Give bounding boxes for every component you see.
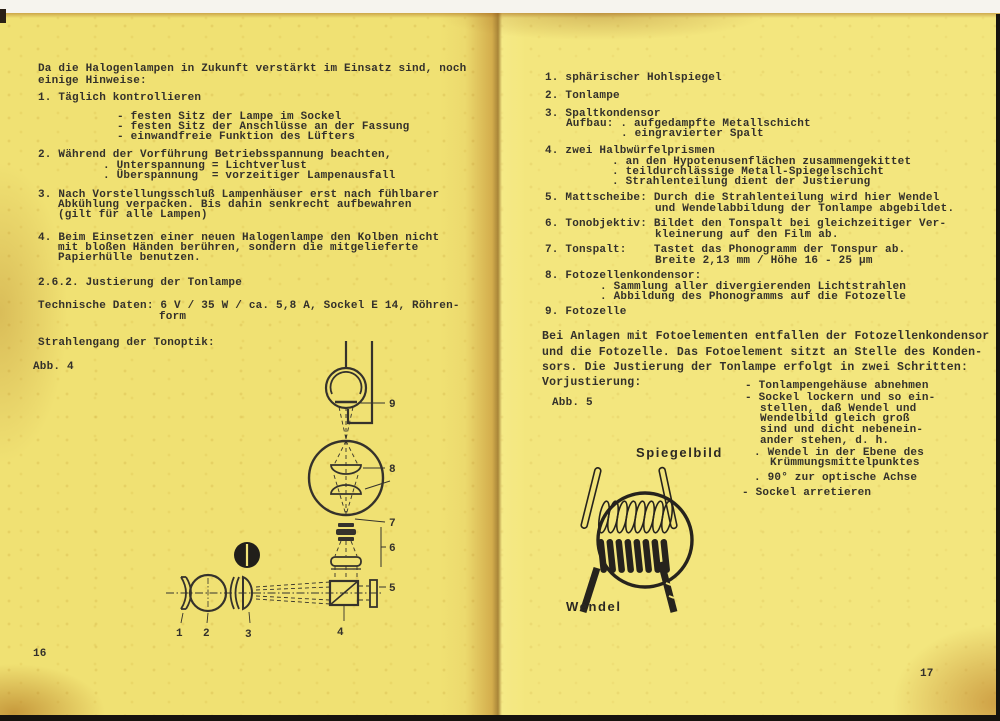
- svg-text:7: 7: [389, 518, 396, 530]
- list-item: 8. Fotozellenkondensor:: [545, 270, 702, 282]
- page-edge-right: [996, 14, 1000, 721]
- page-number-right: 17: [920, 668, 934, 680]
- step-line-cont: Wendelbild gleich groß: [760, 413, 910, 425]
- list-item-cont: und Wendelabbildung der Tonlampe abgebildet.: [655, 203, 955, 215]
- step-line-cont: stellen, daß Wendel und: [760, 403, 917, 415]
- section-heading: 2.6.2. Justierung der Tonlampe: [38, 277, 243, 289]
- hollow-mirror: [181, 577, 191, 623]
- figure-caption: Abb. 5: [552, 397, 593, 409]
- list-item: 2. Während der Vorführung Betriebsspannung beachten,: [38, 149, 392, 161]
- intro-line: einige Hinweise:: [38, 75, 147, 87]
- list-subitem: . teildurchlässige Metall-Spiegelschicht: [612, 166, 885, 178]
- list-item: 1. sphärischer Hohlspiegel: [545, 72, 722, 84]
- page-edge-top-left: [0, 9, 6, 23]
- intro-line: Da die Halogenlampen in Zukunft verstärkt im Einsatz sind, noch: [38, 63, 467, 75]
- list-item: 4. Beim Einsetzen einer neuen Halogenlampe den Kolben nicht: [38, 232, 440, 244]
- step-line-cont: sind und dicht nebenein-: [760, 424, 924, 436]
- list-subitem: . Überspannung = vorzeitiger Lampenausfall: [103, 170, 396, 182]
- list-subitem: - festen Sitz der Lampe im Sockel: [117, 111, 342, 123]
- sound-lamp: [190, 575, 226, 623]
- tech-data-cont: form: [159, 311, 187, 323]
- paragraph-line: Bei Anlagen mit Fotoelementen entfallen der Fotozellenkondensor: [542, 330, 990, 343]
- list-subitem: - einwandfreie Funktion des Lüfters: [117, 131, 356, 143]
- svg-text:8: 8: [389, 464, 396, 476]
- sound-slit: [336, 519, 385, 541]
- list-item-cont: Breite 2,13 mm / Höhe 16 - 25 µm: [655, 255, 873, 267]
- step-line-cont: ander stehen, d. h.: [760, 435, 890, 447]
- page-number-left: 16: [33, 648, 47, 660]
- tech-data-line: Technische Daten: 6 V / 35 W / ca. 5,8 A, Sockel E 14, Röhren-: [38, 300, 460, 312]
- photocell-assembly: [326, 341, 385, 423]
- step-subline-cont: Krümmungsmittelpunktes: [770, 457, 920, 469]
- list-subitem: - festen Sitz der Anschlüsse an der Fassung: [117, 121, 410, 133]
- paragraph-line: sors. Die Justierung der Tonlampe erfolgt in zwei Schritten:: [542, 361, 969, 374]
- list-subitem: . Abbildung des Phonogramms auf die Fotozelle: [600, 291, 907, 303]
- list-item-cont: Papierhülle benutzen.: [58, 252, 201, 264]
- step-line: - Sockel arretieren: [742, 487, 872, 499]
- list-subitem: . Unterspannung = Lichtverlust: [103, 160, 308, 172]
- list-item: 7. Tonspalt: Tastet das Phonogramm der Tonspur ab.: [545, 244, 906, 256]
- svg-text:3: 3: [245, 629, 252, 641]
- list-subitem: . Sammlung aller divergierenden Lichtstrahlen: [600, 281, 907, 293]
- svg-text:4: 4: [337, 627, 344, 639]
- figure-4-tonoptik-diagram: [150, 335, 430, 645]
- paragraph-line: und die Fotozelle. Das Fotoelement sitzt an Stelle des Konden-: [542, 346, 983, 359]
- step-line: - Tonlampengehäuse abnehmen: [745, 380, 929, 392]
- list-item-cont: kleinerung auf den Film ab.: [655, 229, 839, 241]
- list-item: 3. Spaltkondensor: [545, 108, 661, 120]
- pre-adjust-heading: Vorjustierung:: [542, 376, 642, 389]
- list-subitem: . eingravierter Spalt: [621, 128, 764, 140]
- list-item-cont: Abkühlung verpacken. Bis dahin senkrecht aufbewahren: [58, 199, 412, 211]
- list-item: 3. Nach Vorstellungsschluß Lampenhäuser erst nach fühlbarer: [38, 189, 440, 201]
- scan-edge-bottom: [0, 715, 1000, 721]
- svg-text:5: 5: [389, 583, 396, 595]
- mirror-image-coil-loops: [597, 500, 674, 533]
- step-subline: . Wendel in der Ebene des: [754, 447, 925, 459]
- list-subitem: . an den Hypotenusenflächen zusammengekittet: [612, 156, 912, 168]
- svg-text:1: 1: [176, 628, 183, 640]
- list-item: 4. zwei Halbwürfelprismen: [545, 145, 716, 157]
- list-item-cont: mit bloßen Händen berühren, sondern die mitgelieferte: [58, 242, 419, 254]
- svg-text:9: 9: [389, 399, 396, 411]
- svg-text:2: 2: [203, 628, 210, 640]
- beam-path-heading: Strahlengang der Tonoptik:: [38, 337, 215, 349]
- list-item-cont: (gilt für alle Lampen): [58, 209, 208, 221]
- list-item: 5. Mattscheibe: Durch die Strahlenteilung wird hier Wendel: [545, 192, 940, 204]
- step-subline: . 90° zur optische Achse: [754, 472, 918, 484]
- list-item: 9. Fotozelle: [545, 306, 627, 318]
- list-item: 6. Tonobjektiv: Bildet den Tonspalt bei gleichzeitiger Ver-: [545, 218, 947, 230]
- filament-label: Wendel: [566, 599, 622, 614]
- svg-text:6: 6: [389, 543, 396, 555]
- list-subitem: . Strahlenteilung dient der Justierung: [612, 176, 871, 188]
- step-line: - Sockel lockern und so ein-: [745, 392, 936, 404]
- light-rays: [256, 407, 369, 604]
- figure-caption: Abb. 4: [33, 361, 74, 373]
- list-subitem: Aufbau: . aufgedampfte Metallschicht: [566, 118, 811, 130]
- slit-disc-icon: [234, 542, 260, 568]
- beam-splitter-cube: [330, 581, 358, 621]
- mirror-image-label: Spiegelbild: [636, 445, 723, 460]
- list-item: 1. Täglich kontrollieren: [38, 92, 202, 104]
- list-item: 2. Tonlampe: [545, 90, 620, 102]
- slit-condenser: [231, 577, 253, 623]
